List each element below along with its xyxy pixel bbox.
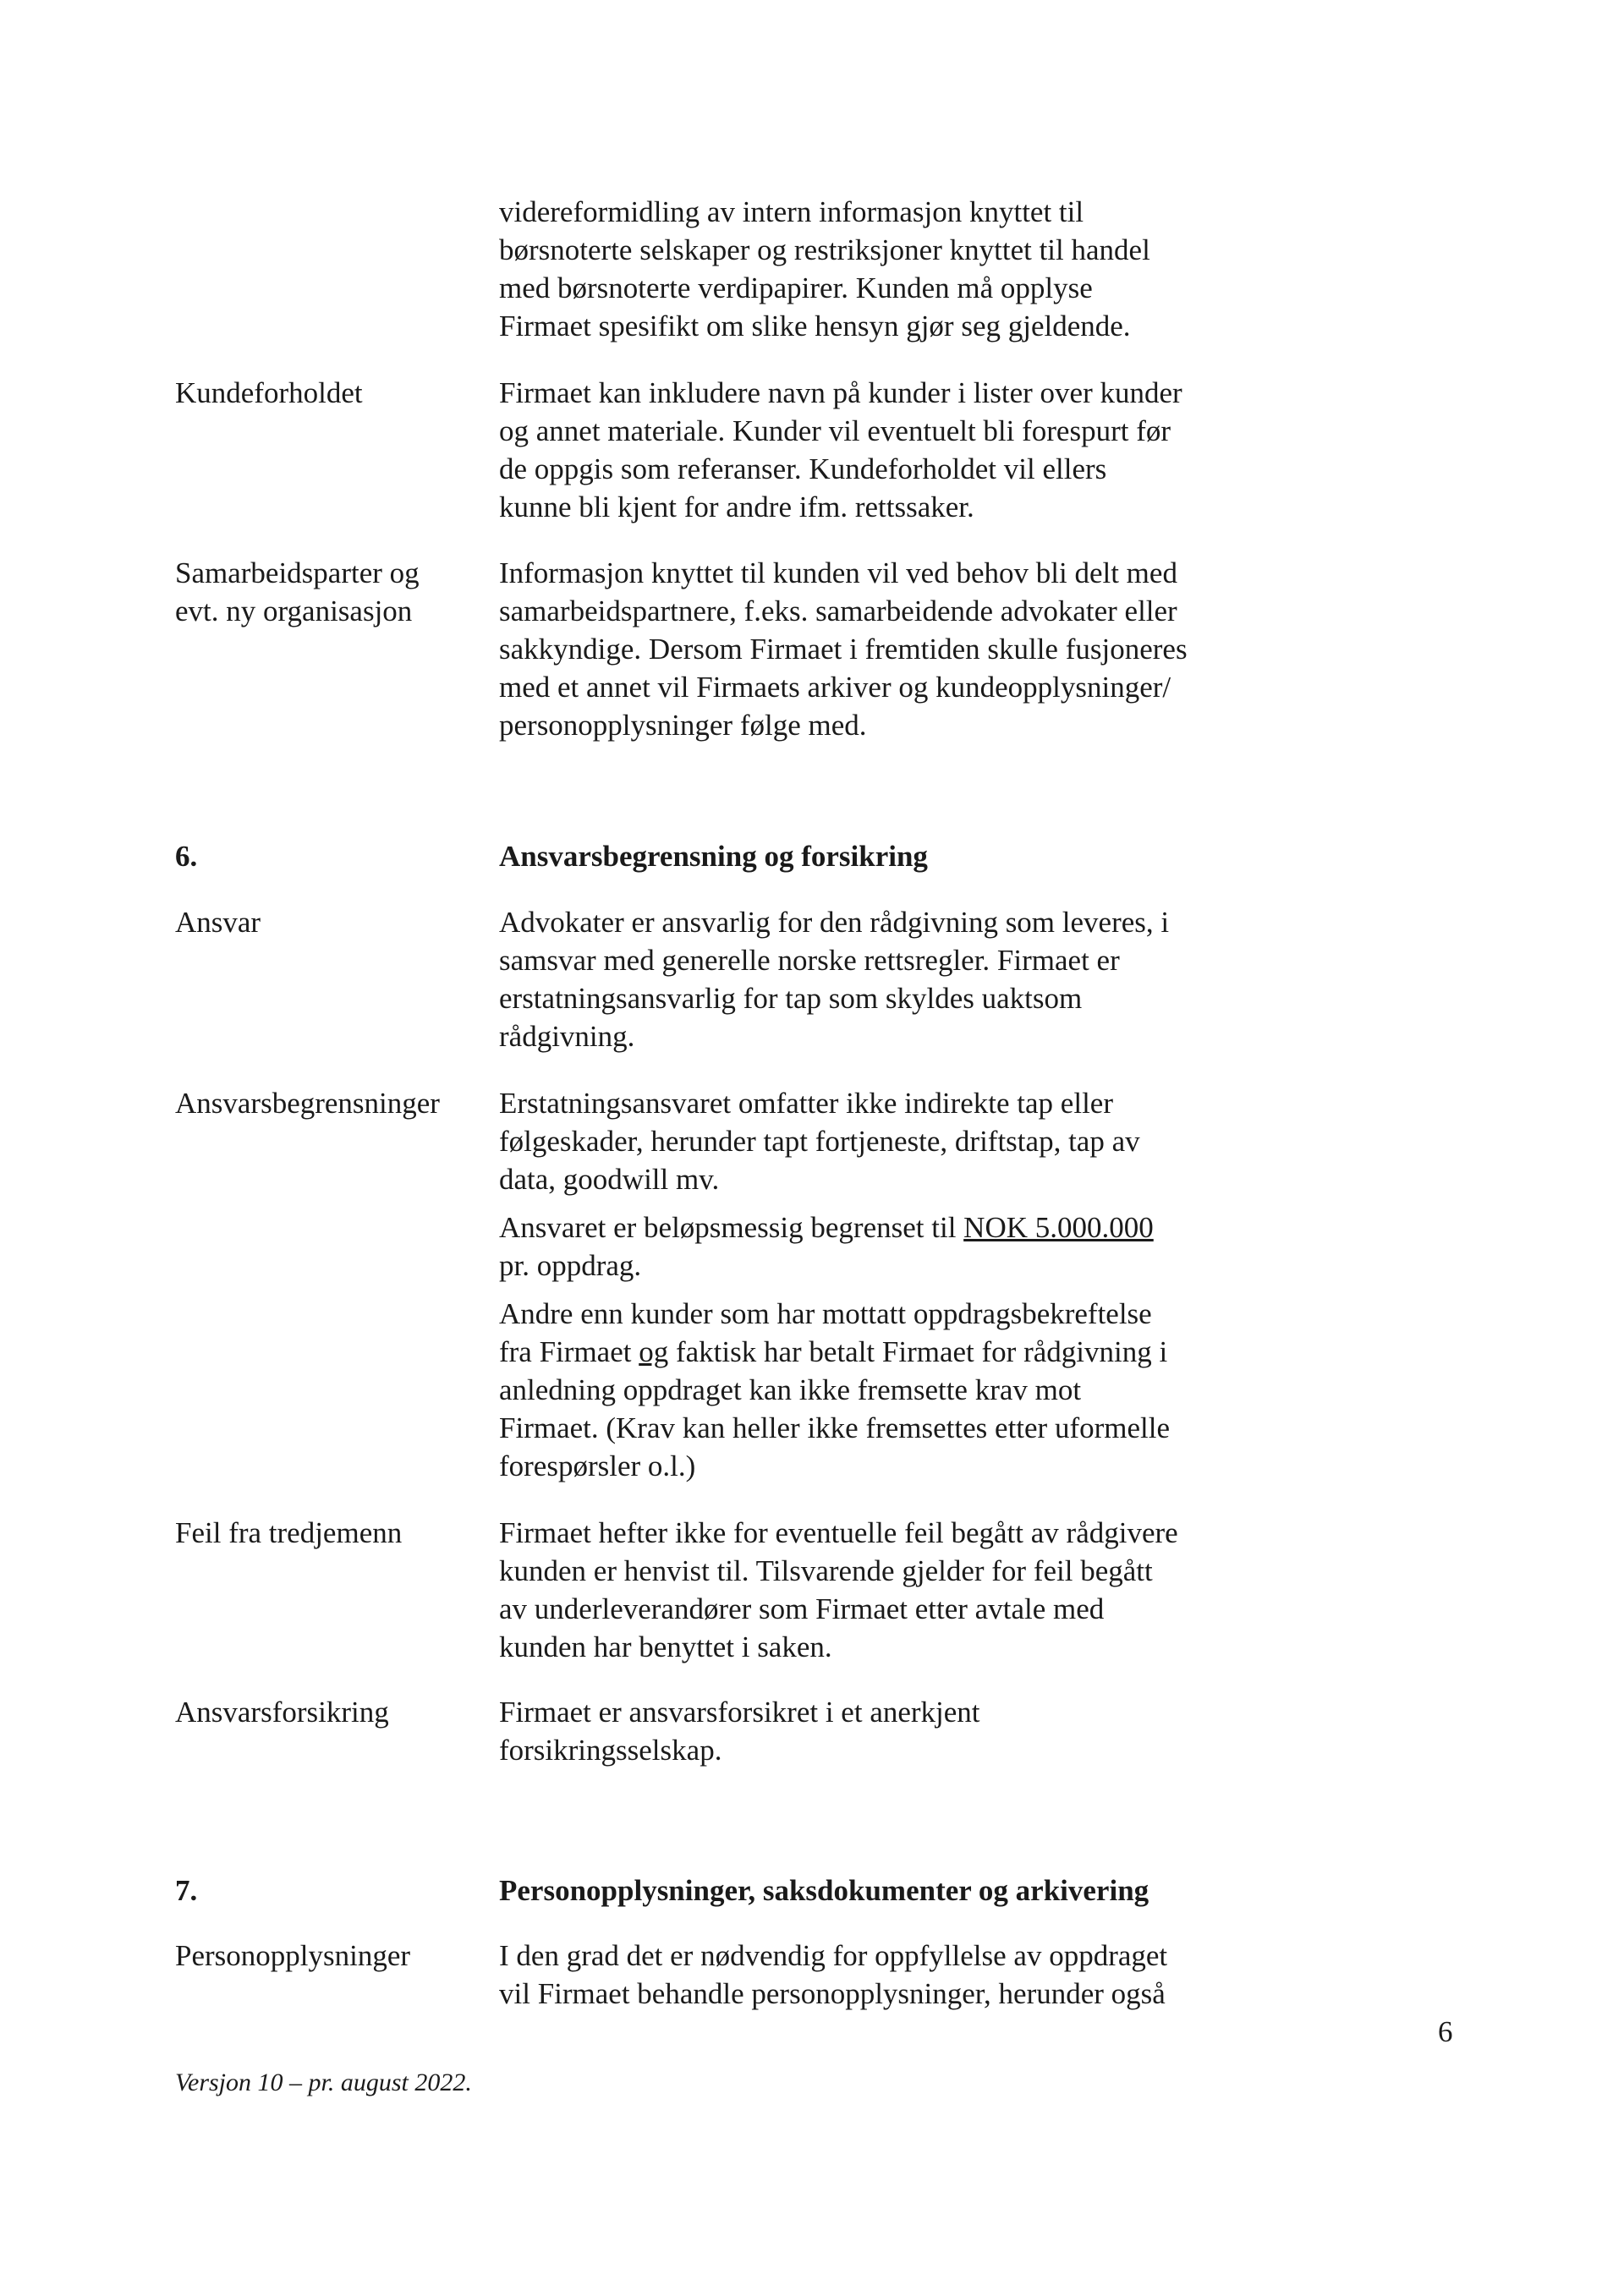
liability-amount: NOK 5.000.000	[963, 1211, 1154, 1244]
emphasis-og: og	[639, 1335, 669, 1368]
text-line: Andre enn kunder som har mottatt oppdragsbekreftelse	[499, 1297, 1152, 1330]
text-line: følgeskader, herunder tapt fortjeneste, driftstap, tap av	[499, 1125, 1140, 1158]
text-line: I den grad det er nødvendig for oppfyllelse av oppdraget	[499, 1939, 1168, 1972]
text-line: og annet materiale. Kunder vil eventuelt bli forespurt før	[499, 414, 1171, 447]
text-span: faktisk har betalt Firmaet for rådgivning i	[668, 1335, 1168, 1368]
paragraph	[499, 1208, 1438, 1285]
text-line: erstatningsansvarlig for tap som skyldes uaktsom	[499, 982, 1083, 1015]
text-line: pr. oppdrag.	[499, 1249, 642, 1282]
ansvar-text	[499, 903, 1438, 1055]
continuation-text	[499, 193, 1438, 345]
text-span: Ansvaret er beløpsmessig begrenset til	[499, 1211, 964, 1244]
text-line: børsnoterte selskaper og restriksjoner knyttet til handel	[499, 233, 1150, 266]
ansvarsbegrensninger-text	[499, 1084, 1438, 1495]
text-line: Firmaet. (Krav kan heller ikke fremsettes etter uformelle	[499, 1411, 1171, 1444]
tredjemenn-label: Feil fra tredjemenn	[175, 1516, 403, 1549]
samarbeid-text	[499, 554, 1438, 744]
tredjemenn-text	[499, 1514, 1438, 1666]
page-number: 6	[1438, 2015, 1453, 2048]
section-number: 6.	[175, 840, 198, 873]
text-line: med et annet vil Firmaets arkiver og kundeopplysninger/	[499, 671, 1171, 704]
text-line: data, goodwill mv.	[499, 1163, 720, 1196]
text-line: samarbeidspartnere, f.eks. samarbeidende advokater eller	[499, 595, 1177, 627]
text-line: Advokater er ansvarlig for den rådgivning som leveres, i	[499, 906, 1170, 939]
section-number: 7.	[175, 1874, 198, 1907]
ansvarsbegrensninger-label: Ansvarsbegrensninger	[175, 1087, 440, 1120]
text-line: forsikringsselskap.	[499, 1734, 722, 1767]
personopplysninger-label: Personopplysninger	[175, 1939, 411, 1972]
text-line: videreformidling av intern informasjon knyttet til	[499, 195, 1084, 228]
text-line: anledning oppdraget kan ikke fremsette krav mot	[499, 1373, 1082, 1406]
section-title: Personopplysninger, saksdokumenter og arkivering	[499, 1874, 1149, 1907]
text-line: samsvar med generelle norske rettsregler. Firmaet er	[499, 944, 1120, 977]
kundeforholdet-label: Kundeforholdet	[175, 376, 363, 409]
kundeforholdet-text	[499, 374, 1438, 526]
text-line: Firmaet er ansvarsforsikret i et anerkjent	[499, 1696, 980, 1729]
text-line: Informasjon knyttet til kunden vil ved behov bli delt med	[499, 556, 1177, 589]
samarbeid-label	[175, 554, 497, 630]
text-line: personopplysninger følge med.	[499, 709, 867, 742]
text-line: rådgivning.	[499, 1020, 635, 1053]
section-title: Ansvarsbegrensning og forsikring	[499, 840, 928, 873]
ansvarsforsikring-text	[499, 1693, 1438, 1769]
paragraph	[499, 1084, 1438, 1198]
text-line: Erstatningsansvaret omfatter ikke indirekte tap eller	[499, 1087, 1113, 1120]
text-line: de oppgis som referanser. Kundeforholdet vil ellers	[499, 452, 1107, 485]
ansvarsforsikring-label: Ansvarsforsikring	[175, 1696, 389, 1729]
label-line: Samarbeidsparter og	[175, 556, 420, 589]
text-span: fra Firmaet	[499, 1335, 639, 1368]
text-line: kunden er henvist til. Tilsvarende gjelder for feil begått	[499, 1554, 1153, 1587]
label-line: evt. ny organisasjon	[175, 595, 413, 627]
text-line: med børsnoterte verdipapirer. Kunden må opplyse	[499, 271, 1093, 304]
text-line: kunden har benyttet i saken.	[499, 1630, 832, 1663]
text-line: Firmaet hefter ikke for eventuelle feil begått av rådgivere	[499, 1516, 1178, 1549]
text-line: vil Firmaet behandle personopplysninger, herunder også	[499, 1977, 1166, 2010]
text-line: forespørsler o.l.)	[499, 1449, 696, 1482]
text-line: kunne bli kjent for andre ifm. rettssaker.	[499, 490, 974, 523]
personopplysninger-text	[499, 1937, 1438, 2013]
version-footer: Versjon 10 – pr. august 2022.	[175, 2069, 472, 2096]
text-line: Firmaet spesifikt om slike hensyn gjør seg gjeldende.	[499, 310, 1131, 342]
text-line: av underleverandører som Firmaet etter avtale med	[499, 1592, 1105, 1625]
text-line: Firmaet kan inkludere navn på kunder i lister over kunder	[499, 376, 1182, 409]
ansvar-label: Ansvar	[175, 906, 261, 939]
text-line: sakkyndige. Dersom Firmaet i fremtiden skulle fusjoneres	[499, 633, 1188, 666]
paragraph	[499, 1295, 1438, 1485]
